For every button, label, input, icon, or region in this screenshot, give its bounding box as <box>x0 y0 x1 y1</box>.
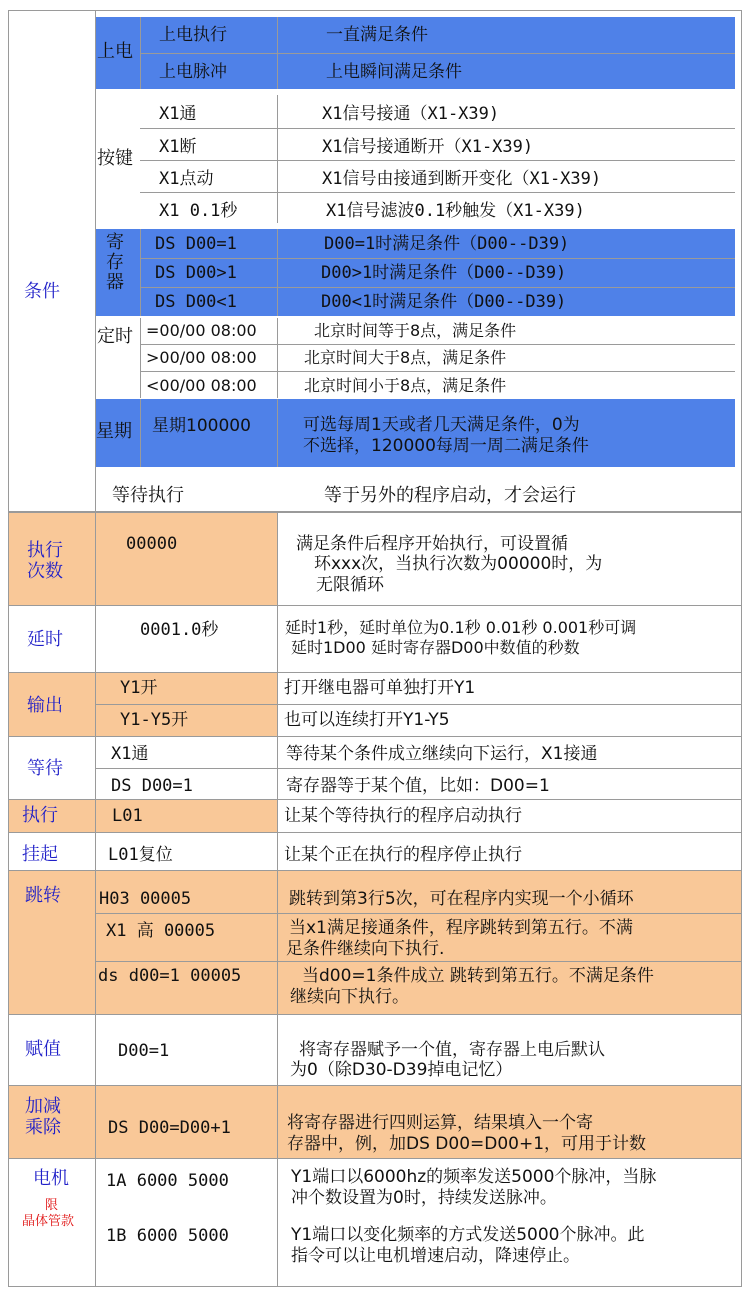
arith-desc-line-1: 将寄存器进行四则运算，结果填入一个寄 <box>287 1113 593 1133</box>
wait-row-1-cmd: X1通 <box>111 744 149 764</box>
jump-row-1-cmd: H03 00005 <box>99 889 192 909</box>
jump-row-1-desc-line-1: 跳转到第3行5次，可在程序内实现一个小循环 <box>289 889 634 909</box>
jump-row-2-desc-line-2: 足条件继续向下执行. <box>286 939 445 959</box>
execute-cmd: L01 <box>112 806 143 826</box>
delay-desc-line-1: 延时1秒，延时单位为0.1秒 0.01秒 0.001秒可调 <box>285 618 637 637</box>
week-desc-line-2: 不选择，120000每周一周二满足条件 <box>303 436 589 456</box>
key-row-4-desc: X1信号滤波0.1秒触发（X1-X39) <box>326 201 585 221</box>
exec-count-cmd: 00000 <box>126 534 178 554</box>
motor-row-1-cmd: 1A 6000 5000 <box>106 1171 229 1191</box>
arith-cmd: DS D00=D00+1 <box>108 1118 231 1138</box>
motor-row-2-desc-line-2: 指令可以让电机增速启动，降速停止。 <box>291 1246 580 1266</box>
exec-count-desc-line-2: 环xxx次，当执行次数为00000时，为 <box>314 554 603 574</box>
register-row-2-desc: D00>1时满足条件（D00--D39) <box>321 263 567 283</box>
key-row-1-cmd: X1通 <box>159 104 197 124</box>
register-row-1-desc: D00=1时满足条件（D00--D39) <box>324 234 570 254</box>
exec-count-label-line-2: 次数 <box>27 561 63 582</box>
timer-row-3-desc: 北京时间小于8点，满足条件 <box>304 376 507 395</box>
delay-cmd: 0001.0秒 <box>140 620 219 640</box>
register-row-2-cmd: DS D00>1 <box>155 263 237 283</box>
suspend-cmd: L01复位 <box>108 845 173 865</box>
register-group-char-3: 器 <box>106 272 124 293</box>
exec-count-desc-line-3: 无限循环 <box>316 575 384 595</box>
motor-row-2-cmd: 1B 6000 5000 <box>106 1226 229 1246</box>
motor-row-2-desc-line-1: Y1端口以变化频率的方式发送5000个脉冲。此 <box>291 1225 645 1245</box>
power-row-1-cmd: 上电执行 <box>159 25 227 45</box>
suspend-desc: 让某个正在执行的程序停止执行 <box>284 845 522 865</box>
jump-row-3-desc-line-1: 当d00=1条件成立 跳转到第五行。不满足条件 <box>302 966 654 986</box>
exec-count-desc-line-1: 满足条件后程序开始执行，可设置循 <box>296 534 568 554</box>
timer-group-label: 定时 <box>97 326 133 347</box>
jump-row-2-desc-line-1: 当x1满足接通条件，程序跳转到第五行。不满 <box>289 918 633 938</box>
delay-label: 延时 <box>27 629 63 650</box>
output-row-1-desc: 打开继电器可单独打开Y1 <box>284 678 476 698</box>
key-row-1-desc: X1信号接通（X1-X39) <box>322 104 500 124</box>
wait-label: 等待 <box>27 758 63 779</box>
week-cmd: 星期100000 <box>152 416 251 436</box>
key-row-4-cmd: X1 0.1秒 <box>159 201 238 221</box>
week-desc-line-1: 可选每周1天或者几天满足条件，0为 <box>303 415 580 435</box>
motor-note-line-2: 晶体管款 <box>22 1214 75 1229</box>
output-row-2-cmd: Y1-Y5开 <box>120 710 189 730</box>
execute-desc: 让某个等待执行的程序启动执行 <box>284 806 522 826</box>
timer-row-1-desc: 北京时间等于8点，满足条件 <box>314 321 517 340</box>
jump-row-3-desc-line-2: 继续向下执行。 <box>290 987 409 1007</box>
timer-row-2-desc: 北京时间大于8点，满足条件 <box>304 348 507 367</box>
wait-exec-desc: 等于另外的程序启动，才会运行 <box>324 485 576 506</box>
key-row-2-cmd: X1断 <box>159 137 197 157</box>
jump-row-2-cmd: X1 高 00005 <box>106 921 216 941</box>
output-row-2-desc: 也可以连续打开Y1-Y5 <box>284 710 450 730</box>
key-row-3-desc: X1信号由接通到断开变化（X1-X39) <box>322 169 602 189</box>
output-label: 输出 <box>27 695 63 716</box>
register-group-char-2: 存 <box>106 252 124 273</box>
suspend-label: 挂起 <box>22 844 58 865</box>
wait-row-2-desc: 寄存器等于某个值，比如：D00=1 <box>286 776 550 796</box>
assign-desc-line-2: 为0（除D30-D39掉电记忆） <box>290 1060 513 1080</box>
key-row-3-cmd: X1点动 <box>159 169 214 189</box>
motor-row-1-desc-line-1: Y1端口以6000hz的频率发送5000个脉冲，当脉 <box>291 1167 657 1187</box>
register-row-1-cmd: DS D00=1 <box>155 234 237 254</box>
wait-row-2-cmd: DS D00=1 <box>111 776 193 796</box>
key-row-2-desc: X1信号接通断开（X1-X39) <box>322 137 534 157</box>
delay-desc-line-2: 延时1D00 延时寄存器D00中数值的秒数 <box>291 638 580 657</box>
register-row-3-desc: D00<1时满足条件（D00--D39) <box>321 292 567 312</box>
conditions-category-label: 条件 <box>24 281 60 302</box>
timer-row-2-cmd: >00/00 08:00 <box>146 348 257 367</box>
power-row-2-cmd: 上电脉冲 <box>159 62 227 82</box>
motor-label: 电机 <box>33 1168 69 1189</box>
assign-label: 赋值 <box>25 1039 61 1060</box>
timer-row-1-cmd: =00/00 08:00 <box>146 321 257 340</box>
jump-label: 跳转 <box>25 885 61 906</box>
output-row-1-cmd: Y1开 <box>120 678 158 698</box>
wait-exec-cmd: 等待执行 <box>112 485 184 506</box>
assign-cmd: D00=1 <box>118 1041 170 1061</box>
power-row-2-desc: 上电瞬间满足条件 <box>326 62 462 82</box>
execute-label: 执行 <box>22 805 58 826</box>
timer-row-3-cmd: <00/00 08:00 <box>146 376 257 395</box>
register-group-char-1: 寄 <box>106 232 124 253</box>
arith-label-line-1: 加减 <box>25 1096 61 1117</box>
week-group-label: 星期 <box>96 421 132 442</box>
wait-row-1-desc: 等待某个条件成立继续向下运行，X1接通 <box>286 744 598 764</box>
jump-row-3-cmd: ds d00=1 00005 <box>98 966 242 986</box>
arith-desc-line-2: 存器中，例，加DS D00=D00+1，可用于计数 <box>287 1134 647 1154</box>
motor-row-1-desc-line-2: 冲个数设置为0时，持续发送脉冲。 <box>291 1188 557 1208</box>
assign-desc-line-1: 将寄存器赋予一个值，寄存器上电后默认 <box>299 1040 605 1060</box>
arith-label-line-2: 乘除 <box>25 1117 61 1138</box>
register-row-3-cmd: DS D00<1 <box>155 292 237 312</box>
power-row-1-desc: 一直满足条件 <box>326 25 428 45</box>
power-group-label: 上电 <box>97 41 133 62</box>
motor-note-line-1: 限 <box>45 1198 59 1213</box>
key-group-label: 按键 <box>97 148 133 169</box>
exec-count-label-line-1: 执行 <box>27 540 63 561</box>
